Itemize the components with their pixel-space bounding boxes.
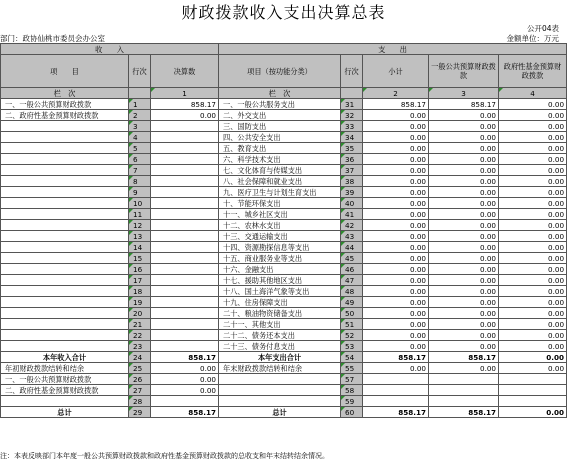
expense-item: 二十一、其他支出 — [219, 319, 341, 330]
unit-label: 金额单位：万元 — [506, 34, 559, 43]
expense-line-no: 41 — [341, 209, 363, 220]
expense-general: 0.00 — [429, 143, 499, 154]
table-row — [1, 374, 567, 385]
index-col-2: 2 — [363, 88, 429, 99]
expense-subtotal: 0.00 — [363, 143, 429, 154]
expense-subtotal: 0.00 — [363, 363, 429, 374]
income-item — [1, 121, 129, 132]
expense-general: 0.00 — [429, 242, 499, 253]
income-item: 一、一般公共预算财政拨款 — [1, 374, 129, 385]
expense-fund: 0.00 — [499, 275, 567, 286]
expense-general: 0.00 — [429, 275, 499, 286]
expense-line-no: 44 — [341, 242, 363, 253]
income-amount — [151, 165, 219, 176]
expense-fund — [499, 396, 567, 407]
expense-line-no: 40 — [341, 198, 363, 209]
expense-general: 0.00 — [429, 264, 499, 275]
income-line-no: 15 — [129, 253, 151, 264]
expense-fund: 0.00 — [499, 198, 567, 209]
income-line-no: 21 — [129, 319, 151, 330]
table-row — [1, 154, 567, 165]
expense-fund — [499, 374, 567, 385]
expense-fund: 0.00 — [499, 143, 567, 154]
expense-item: 二十、粮油物资储备支出 — [219, 308, 341, 319]
expense-general: 0.00 — [429, 286, 499, 297]
expense-subtotal: 0.00 — [363, 264, 429, 275]
table-row — [1, 121, 567, 132]
income-line-no: 26 — [129, 374, 151, 385]
expense-line-no: 36 — [341, 154, 363, 165]
income-amount — [151, 286, 219, 297]
expense-fund: 0.00 — [499, 352, 567, 363]
income-item — [1, 297, 129, 308]
expense-subtotal: 0.00 — [363, 231, 429, 242]
expense-item: 十八、国土海洋气象等支出 — [219, 286, 341, 297]
expense-line-no: 58 — [341, 385, 363, 396]
income-amount — [151, 198, 219, 209]
expense-line-no: 60 — [341, 407, 363, 418]
table-row — [1, 132, 567, 143]
income-amount: 858.17 — [151, 407, 219, 418]
income-line-no: 7 — [129, 165, 151, 176]
expense-general: 0.00 — [429, 132, 499, 143]
income-line-no: 29 — [129, 407, 151, 418]
expense-subtotal: 0.00 — [363, 286, 429, 297]
income-item — [1, 165, 129, 176]
expense-subtotal — [363, 374, 429, 385]
expense-general: 0.00 — [429, 231, 499, 242]
expense-subtotal: 0.00 — [363, 220, 429, 231]
table-row — [1, 176, 567, 187]
expense-line-no: 57 — [341, 374, 363, 385]
expense-fund: 0.00 — [499, 220, 567, 231]
income-item — [1, 286, 129, 297]
income-amount — [151, 308, 219, 319]
report-title: 财政拨款收入支出决算总表 — [181, 3, 386, 22]
department-label: 部门：政协仙桃市委员会办公室 — [0, 34, 105, 43]
income-item — [1, 396, 129, 407]
expense-line-no: 55 — [341, 363, 363, 374]
index-label-right: 栏 次 — [219, 88, 341, 99]
expense-line-no: 54 — [341, 352, 363, 363]
index-col-3: 3 — [429, 88, 499, 99]
expense-subtotal: 0.00 — [363, 275, 429, 286]
expense-item: 十三、交通运输支出 — [219, 231, 341, 242]
expense-subtotal: 0.00 — [363, 154, 429, 165]
col-header-exp-line-no: 行次 — [341, 55, 363, 88]
expense-item: 八、社会保障和就业支出 — [219, 176, 341, 187]
expense-line-no: 39 — [341, 187, 363, 198]
expense-fund: 0.00 — [499, 209, 567, 220]
income-amount — [151, 396, 219, 407]
income-item — [1, 341, 129, 352]
table-row — [1, 385, 567, 396]
expense-line-no: 37 — [341, 165, 363, 176]
expense-item — [219, 374, 341, 385]
table-row — [1, 275, 567, 286]
income-item — [1, 220, 129, 231]
income-line-no: 6 — [129, 154, 151, 165]
expense-fund: 0.00 — [499, 253, 567, 264]
table-row — [1, 198, 567, 209]
expense-item: 二十三、债务付息支出 — [219, 341, 341, 352]
table-row — [1, 187, 567, 198]
income-item: 二、政府性基金预算财政拨款 — [1, 385, 129, 396]
income-line-no: 5 — [129, 143, 151, 154]
expense-general: 858.17 — [429, 352, 499, 363]
expense-item: 四、公共安全支出 — [219, 132, 341, 143]
table-row — [1, 319, 567, 330]
expense-fund: 0.00 — [499, 99, 567, 110]
income-item — [1, 330, 129, 341]
expense-subtotal: 858.17 — [363, 407, 429, 418]
expense-general: 0.00 — [429, 121, 499, 132]
expense-line-no: 53 — [341, 341, 363, 352]
expense-fund: 0.00 — [499, 176, 567, 187]
expense-line-no: 59 — [341, 396, 363, 407]
income-line-no: 14 — [129, 242, 151, 253]
expense-general: 0.00 — [429, 319, 499, 330]
income-amount — [151, 176, 219, 187]
expense-general: 0.00 — [429, 253, 499, 264]
expense-line-no: 31 — [341, 99, 363, 110]
income-item — [1, 264, 129, 275]
table-row — [1, 253, 567, 264]
expense-line-no: 46 — [341, 264, 363, 275]
income-amount — [151, 297, 219, 308]
income-line-no: 17 — [129, 275, 151, 286]
table-row — [1, 352, 567, 363]
income-amount — [151, 143, 219, 154]
expense-fund: 0.00 — [499, 187, 567, 198]
expense-line-no: 49 — [341, 297, 363, 308]
income-item: 年初财政拨款结转和结余 — [1, 363, 129, 374]
income-item — [1, 132, 129, 143]
expense-subtotal: 0.00 — [363, 297, 429, 308]
table-row — [1, 165, 567, 176]
index-col-1: 1 — [151, 88, 219, 99]
income-line-no: 19 — [129, 297, 151, 308]
expense-item: 总计 — [219, 407, 341, 418]
income-line-no: 10 — [129, 198, 151, 209]
expense-subtotal: 0.00 — [363, 330, 429, 341]
expense-fund: 0.00 — [499, 341, 567, 352]
expense-line-no: 43 — [341, 231, 363, 242]
expense-subtotal: 0.00 — [363, 209, 429, 220]
expense-subtotal: 0.00 — [363, 121, 429, 132]
expense-fund: 0.00 — [499, 330, 567, 341]
income-amount — [151, 242, 219, 253]
expense-fund: 0.00 — [499, 132, 567, 143]
income-line-no: 1 — [129, 99, 151, 110]
income-amount — [151, 253, 219, 264]
expense-fund: 0.00 — [499, 242, 567, 253]
expense-subtotal: 0.00 — [363, 319, 429, 330]
expense-fund — [499, 385, 567, 396]
expense-subtotal: 0.00 — [363, 308, 429, 319]
income-line-no: 11 — [129, 209, 151, 220]
income-line-no: 23 — [129, 341, 151, 352]
income-section-header: 收 入 — [1, 44, 219, 55]
expense-item: 十六、金融支出 — [219, 264, 341, 275]
income-line-no: 16 — [129, 264, 151, 275]
expense-item: 十九、住房保障支出 — [219, 297, 341, 308]
expense-item: 十、节能环保支出 — [219, 198, 341, 209]
expense-item: 本年支出合计 — [219, 352, 341, 363]
income-line-no: 4 — [129, 132, 151, 143]
expense-general: 0.00 — [429, 330, 499, 341]
expense-subtotal: 0.00 — [363, 198, 429, 209]
expense-fund: 0.00 — [499, 407, 567, 418]
budget-table — [0, 43, 567, 418]
table-row — [1, 341, 567, 352]
income-amount — [151, 187, 219, 198]
income-amount: 0.00 — [151, 110, 219, 121]
income-line-no: 22 — [129, 330, 151, 341]
expense-item: 十一、城乡社区支出 — [219, 209, 341, 220]
expense-line-no: 45 — [341, 253, 363, 264]
expense-line-no: 42 — [341, 220, 363, 231]
expense-general: 0.00 — [429, 341, 499, 352]
expense-section-header: 支 出 — [219, 44, 567, 55]
expense-general: 0.00 — [429, 220, 499, 231]
income-item: 本年收入合计 — [1, 352, 129, 363]
expense-general: 0.00 — [429, 110, 499, 121]
expense-item: 九、医疗卫生与计划生育支出 — [219, 187, 341, 198]
expense-general: 0.00 — [429, 187, 499, 198]
income-item: 二、政府性基金预算财政拨款 — [1, 110, 129, 121]
income-amount — [151, 209, 219, 220]
expense-fund: 0.00 — [499, 363, 567, 374]
col-header-gov-fund: 政府性基金预算财政拨款 — [499, 55, 567, 88]
expense-fund: 0.00 — [499, 308, 567, 319]
col-header-line-no: 行次 — [129, 55, 151, 88]
income-item — [1, 143, 129, 154]
index-col-4: 4 — [499, 88, 567, 99]
expense-general — [429, 385, 499, 396]
expense-line-no: 38 — [341, 176, 363, 187]
expense-fund: 0.00 — [499, 264, 567, 275]
income-item — [1, 209, 129, 220]
expense-fund: 0.00 — [499, 121, 567, 132]
income-item — [1, 253, 129, 264]
col-header-subtotal: 小计 — [363, 55, 429, 88]
income-item — [1, 231, 129, 242]
expense-line-no: 52 — [341, 330, 363, 341]
income-amount — [151, 132, 219, 143]
expense-item: 十二、农林水支出 — [219, 220, 341, 231]
expense-item: 五、教育支出 — [219, 143, 341, 154]
income-line-no: 20 — [129, 308, 151, 319]
expense-line-no: 34 — [341, 132, 363, 143]
expense-general: 0.00 — [429, 308, 499, 319]
expense-subtotal: 0.00 — [363, 187, 429, 198]
expense-item — [219, 385, 341, 396]
income-line-no: 27 — [129, 385, 151, 396]
table-row — [1, 407, 567, 418]
col-header-general-budget: 一般公共预算财政拨款 — [429, 55, 499, 88]
income-line-no: 18 — [129, 286, 151, 297]
income-item — [1, 154, 129, 165]
expense-subtotal — [363, 385, 429, 396]
income-item — [1, 308, 129, 319]
expense-subtotal: 0.00 — [363, 110, 429, 121]
income-amount — [151, 341, 219, 352]
expense-line-no: 47 — [341, 275, 363, 286]
table-row — [1, 231, 567, 242]
table-row — [1, 220, 567, 231]
expense-subtotal: 0.00 — [363, 242, 429, 253]
expense-general — [429, 396, 499, 407]
table-row — [1, 99, 567, 110]
income-item — [1, 187, 129, 198]
expense-general: 0.00 — [429, 297, 499, 308]
income-amount: 0.00 — [151, 363, 219, 374]
income-line-no: 24 — [129, 352, 151, 363]
income-amount: 0.00 — [151, 374, 219, 385]
table-row — [1, 308, 567, 319]
income-item — [1, 242, 129, 253]
expense-line-no: 35 — [341, 143, 363, 154]
expense-fund: 0.00 — [499, 297, 567, 308]
income-amount — [151, 231, 219, 242]
expense-item: 六、科学技术支出 — [219, 154, 341, 165]
expense-general: 858.17 — [429, 407, 499, 418]
income-line-no: 8 — [129, 176, 151, 187]
table-row — [1, 110, 567, 121]
expense-fund: 0.00 — [499, 319, 567, 330]
expense-item — [219, 396, 341, 407]
expense-subtotal: 0.00 — [363, 253, 429, 264]
table-row — [1, 209, 567, 220]
income-item — [1, 198, 129, 209]
income-amount — [151, 154, 219, 165]
expense-line-no: 33 — [341, 121, 363, 132]
income-line-no: 25 — [129, 363, 151, 374]
col-header-item: 项 目 — [1, 55, 129, 88]
income-line-no: 12 — [129, 220, 151, 231]
table-row — [1, 297, 567, 308]
income-line-no: 13 — [129, 231, 151, 242]
expense-general: 0.00 — [429, 165, 499, 176]
expense-item: 二、外交支出 — [219, 110, 341, 121]
expense-item: 年末财政拨款结转和结余 — [219, 363, 341, 374]
table-row — [1, 363, 567, 374]
footnote: 注：本表反映部门本年度一般公共预算财政拨款和政府性基金预算财政拨款的总收支和年末结转结余情况。 — [0, 452, 329, 460]
table-row — [1, 396, 567, 407]
expense-fund: 0.00 — [499, 165, 567, 176]
income-amount — [151, 121, 219, 132]
income-amount — [151, 220, 219, 231]
expense-fund: 0.00 — [499, 110, 567, 121]
expense-item: 七、文化体育与传媒支出 — [219, 165, 341, 176]
expense-line-no: 48 — [341, 286, 363, 297]
expense-general: 0.00 — [429, 154, 499, 165]
expense-item: 十五、商业服务业等支出 — [219, 253, 341, 264]
expense-line-no: 50 — [341, 308, 363, 319]
income-line-no: 2 — [129, 110, 151, 121]
expense-general: 0.00 — [429, 209, 499, 220]
income-amount: 858.17 — [151, 99, 219, 110]
expense-general: 858.17 — [429, 99, 499, 110]
expense-general: 0.00 — [429, 363, 499, 374]
income-amount — [151, 275, 219, 286]
income-amount — [151, 319, 219, 330]
form-number: 公开04表 — [526, 24, 559, 33]
col-header-final-amount: 决算数 — [151, 55, 219, 88]
expense-line-no: 32 — [341, 110, 363, 121]
income-amount — [151, 264, 219, 275]
expense-subtotal: 0.00 — [363, 341, 429, 352]
expense-general: 0.00 — [429, 176, 499, 187]
income-item: 一、一般公共预算财政拨款 — [1, 99, 129, 110]
expense-subtotal: 0.00 — [363, 165, 429, 176]
expense-item: 十七、援助其他地区支出 — [219, 275, 341, 286]
expense-subtotal — [363, 396, 429, 407]
income-item — [1, 319, 129, 330]
income-line-no: 9 — [129, 187, 151, 198]
expense-subtotal: 858.17 — [363, 99, 429, 110]
table-row — [1, 286, 567, 297]
income-line-no: 28 — [129, 396, 151, 407]
expense-item: 二十二、债务还本支出 — [219, 330, 341, 341]
expense-fund: 0.00 — [499, 231, 567, 242]
income-item: 总计 — [1, 407, 129, 418]
expense-subtotal: 858.17 — [363, 352, 429, 363]
table-row — [1, 264, 567, 275]
income-amount — [151, 330, 219, 341]
table-row — [1, 143, 567, 154]
income-item — [1, 176, 129, 187]
table-row — [1, 330, 567, 341]
expense-general — [429, 374, 499, 385]
expense-fund: 0.00 — [499, 286, 567, 297]
income-amount: 0.00 — [151, 385, 219, 396]
expense-item: 十四、资源勘探信息等支出 — [219, 242, 341, 253]
expense-item: 三、国防支出 — [219, 121, 341, 132]
income-line-no: 3 — [129, 121, 151, 132]
table-row — [1, 242, 567, 253]
expense-item: 一、一般公共服务支出 — [219, 99, 341, 110]
index-label-left: 栏 次 — [1, 88, 129, 99]
expense-general: 0.00 — [429, 198, 499, 209]
expense-line-no: 51 — [341, 319, 363, 330]
col-header-exp-item: 项目（按功能分类） — [219, 55, 341, 88]
expense-fund: 0.00 — [499, 154, 567, 165]
income-amount: 858.17 — [151, 352, 219, 363]
income-item — [1, 275, 129, 286]
expense-subtotal: 0.00 — [363, 176, 429, 187]
expense-subtotal: 0.00 — [363, 132, 429, 143]
